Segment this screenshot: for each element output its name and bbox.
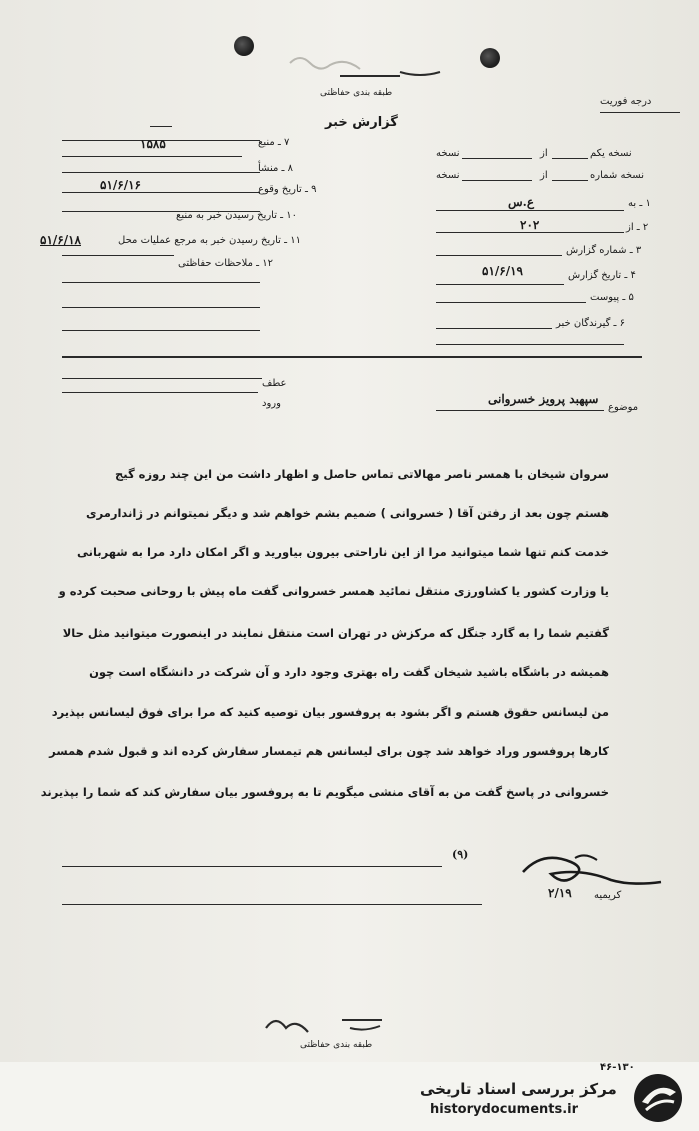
- copy-first-line-a: [462, 158, 532, 159]
- body-line-9: خسروانی در پاسخ گفت من به آقای منشی میگویم تا به پروفسور بیان سفارش کند که شما را بپذیرند: [40, 785, 609, 799]
- document-code: ۴۶-۱۳۰: [600, 1062, 635, 1073]
- field-label-recipients: ۶ ـ گیرندگان خبر: [556, 318, 626, 329]
- copy-number-line-a: [462, 180, 532, 181]
- body-line-3: خدمت کنم تنها شما میتوانید مرا از این ناراحتی بیرون بیاورید و اگر امکان دارد مرا به شهربانی: [77, 545, 609, 559]
- field-line-11: [62, 255, 174, 256]
- source-mark: [150, 126, 172, 127]
- field-value-to: ع.س: [508, 195, 534, 209]
- margin-annotation: (۹): [452, 848, 469, 861]
- field-value-from: ۲۰۲: [520, 218, 540, 232]
- field-label-occurrence-date: ۹ ـ تاریخ وقوع: [258, 184, 317, 195]
- field-label-source-received-date: ۱۰ ـ تاریخ رسیدن خبر به منبع: [176, 210, 298, 221]
- ref-vorud-label: ورود: [262, 398, 281, 409]
- copy-number-mid: از: [540, 170, 548, 181]
- signature-note: کریمیه: [594, 890, 622, 901]
- field-line-2: [436, 232, 624, 233]
- field-value-source: ۱۵۸۵: [140, 137, 166, 151]
- subject-label: موضوع: [608, 402, 639, 413]
- notes-line-1: [62, 282, 260, 283]
- body-line-5: گفتیم شما را به گارد جنگل که مرکزش در تهران است منتقل نمایند در اینصورت میتوانید مثل حالا: [62, 626, 609, 640]
- field-value-report-date: ۵۱/۶/۱۹: [482, 264, 523, 278]
- field-line-9: [62, 192, 260, 193]
- body-line-2: هستم چون بعد از رفتن آقا ( خسروانی ) ضمیم بشم خواهم شد و دیگر نمیتوانم در ژاندارمری: [86, 506, 609, 520]
- notes-line-2: [62, 307, 260, 308]
- field-label-origin: ۸ ـ منشأ: [258, 163, 294, 174]
- field-line-7b: [62, 156, 242, 157]
- urgency-line: [600, 112, 680, 113]
- field-line-6b: [436, 344, 624, 345]
- header-classification: طبقه بندی حفاظتی: [320, 88, 393, 98]
- body-line-1: سروان شیخان با همسر ناصر مهالاتی تماس حاصل و اظهار داشت من این چند روزه گیج: [114, 467, 609, 481]
- faded-stamp-mark: [250, 48, 450, 88]
- signature-date: ۲/۱۹: [548, 886, 572, 900]
- body-line-8: کارها پروفسور وراد خواهد شد چون برای لیسانس هم تیمسار سفارش کرده اند و قبول شدم همسر: [49, 744, 609, 758]
- subject-value: سپهبد پرویز خسروانی: [488, 392, 599, 406]
- field-line-6: [436, 328, 552, 329]
- field-label-to: ۱ ـ به: [628, 198, 651, 209]
- urgency-label: درجه فوریت: [600, 96, 652, 107]
- footer-classification: طبقه بندی حفاظتی: [300, 1040, 373, 1050]
- field-label-report-number: ۳ ـ شماره گزارش: [566, 245, 642, 256]
- field-label-report-date: ۴ ـ تاریخ گزارش: [568, 270, 636, 281]
- copy-number-label: نسخه شماره: [590, 170, 644, 181]
- body-line-7: من لیسانس حقوق هستم و اگر بشود به پروفسور بیان توصیه کنید که مرا برای فوق لیسانس بپذیرد: [51, 705, 609, 719]
- copy-first-line-b: [552, 158, 588, 159]
- ref-atf-line: [62, 392, 258, 393]
- field-label-source: ۷ ـ منبع: [258, 137, 290, 148]
- punch-hole-right: [480, 48, 500, 68]
- ref-atf-label: عطف: [262, 378, 287, 389]
- copy-number-line-b: [552, 180, 588, 181]
- section-separator: [62, 356, 642, 358]
- field-label-from: ۲ ـ از: [626, 222, 649, 233]
- page-title: گزارش خبر: [325, 115, 398, 130]
- body-line-4: یا وزارت کشور یا کشاورزی منتقل نمائید همسر خسروانی گفت ماه پیش با روحانی صحبت کرده و: [58, 584, 609, 598]
- field-line-1: [436, 210, 624, 211]
- brand-name-fa: مرکز بررسی اسناد تاریخی: [420, 1080, 617, 1098]
- field-label-local-received-date: ۱۱ ـ تاریخ رسیدن خبر به مرجع عملیات محل: [118, 235, 301, 246]
- field-label-attachment: ۵ ـ پیوست: [590, 292, 634, 303]
- field-label-security-notes: ۱۲ ـ ملاحظات حفاظتی: [178, 258, 273, 269]
- brand-logo-icon: [628, 1070, 688, 1126]
- field-value-occurrence-date: ۵۱/۶/۱۶: [100, 178, 141, 192]
- closing-rule-2: [62, 904, 482, 905]
- field-line-5: [436, 302, 586, 303]
- brand-url: historydocuments.ir: [430, 1102, 579, 1117]
- section-separator-2: [62, 378, 262, 379]
- body-line-6: همیشه در باشگاه باشید شیخان گفت راه بهتری وجود دارد و آن شرکت در دانشگاه است چون: [89, 665, 609, 679]
- closing-rule-1: [62, 866, 442, 867]
- field-line-3: [436, 255, 562, 256]
- notes-line-3: [62, 330, 260, 331]
- field-value-local-received-date: ۵۱/۶/۱۸: [40, 233, 81, 247]
- copy-first-mid: از: [540, 148, 548, 159]
- subject-line: [436, 410, 604, 411]
- copy-number-end: نسخه: [436, 170, 460, 181]
- signature-mark: [515, 848, 665, 892]
- footer-initial-mark: [262, 1000, 412, 1040]
- field-line-4: [436, 284, 564, 285]
- copy-first-label: نسخه یکم: [590, 148, 632, 159]
- field-line-8: [62, 172, 260, 173]
- copy-first-end: نسخه: [436, 148, 460, 159]
